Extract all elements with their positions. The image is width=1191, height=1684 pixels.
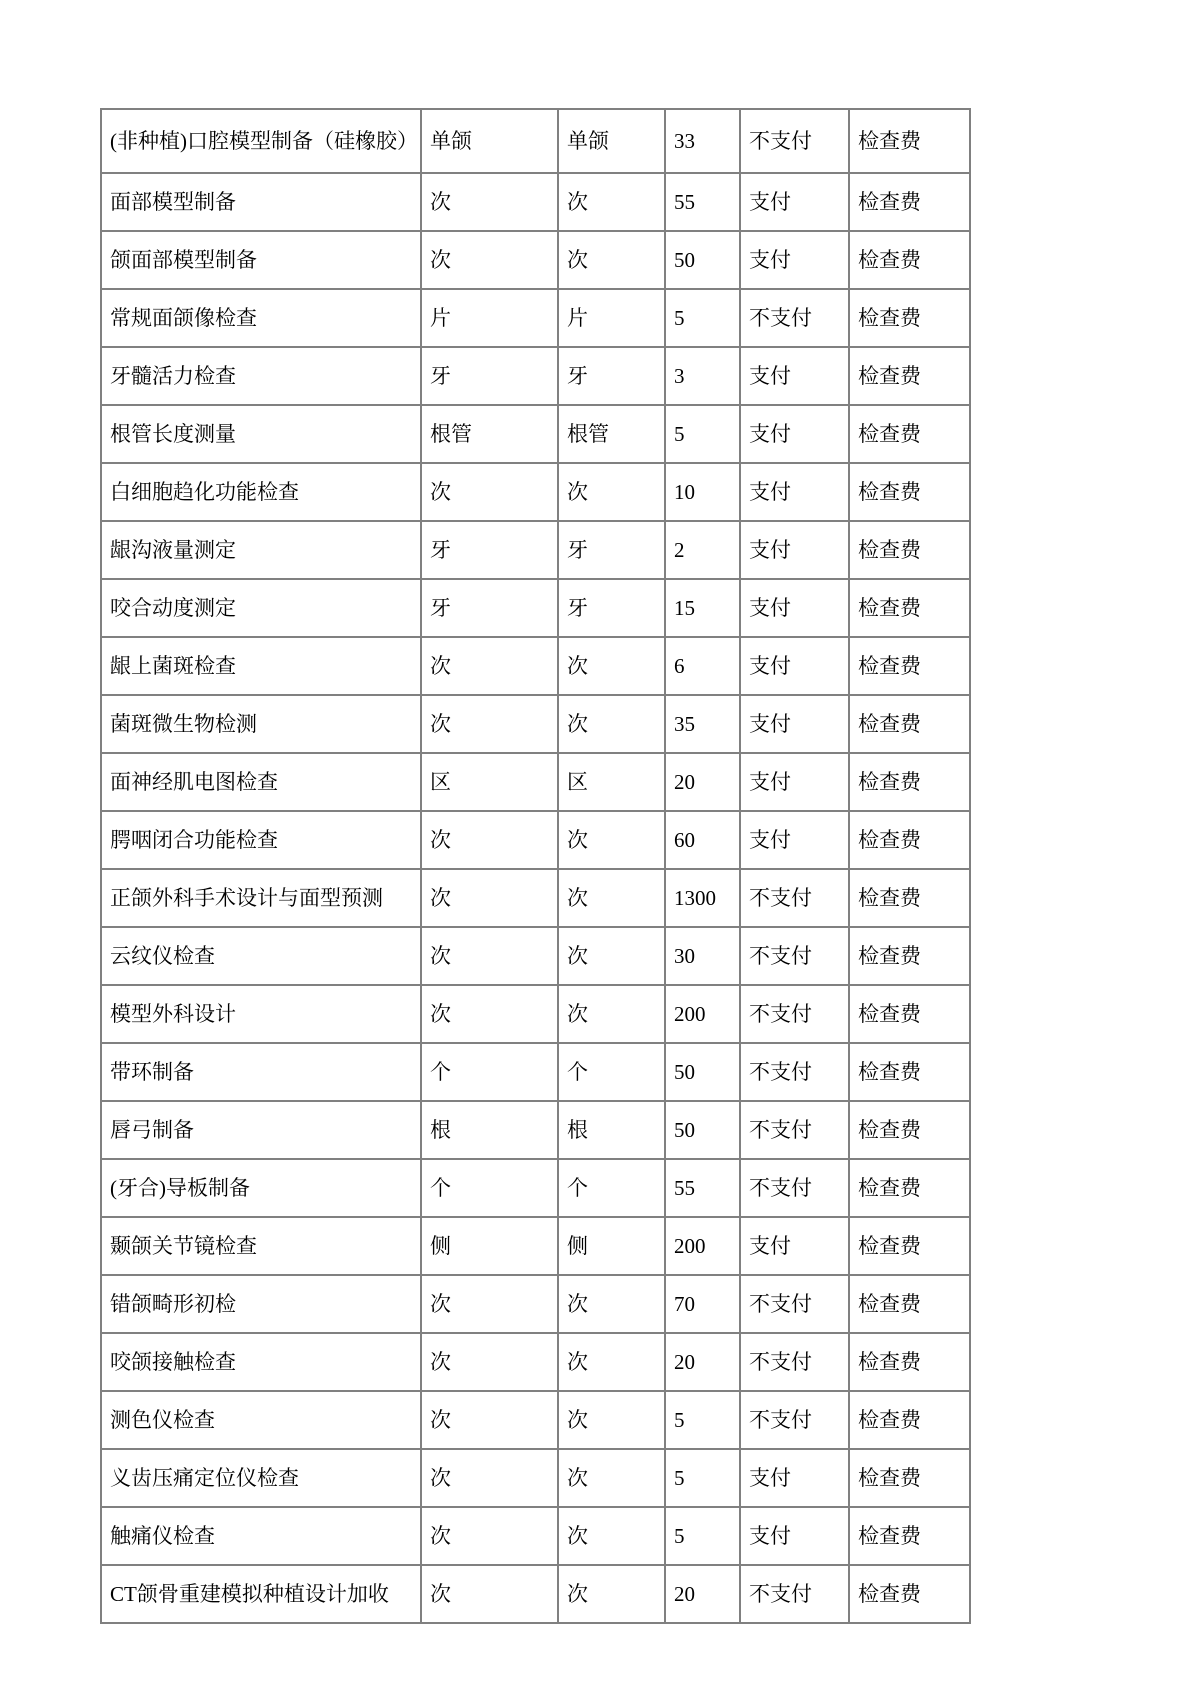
fee-category-cell: 检查费 [849, 1565, 970, 1623]
item-name-cell: 模型外科设计 [101, 985, 421, 1043]
item-name-cell: 咬合动度测定 [101, 579, 421, 637]
price-cell: 5 [665, 1391, 740, 1449]
item-name-cell: 白细胞趋化功能检查 [101, 463, 421, 521]
price-cell: 50 [665, 1101, 740, 1159]
price-cell: 5 [665, 405, 740, 463]
unit-cell: 牙 [421, 521, 558, 579]
item-name-cell: 颞颌关节镜检查 [101, 1217, 421, 1275]
price-cell: 35 [665, 695, 740, 753]
price-cell: 30 [665, 927, 740, 985]
pay-status-cell: 不支付 [740, 1159, 849, 1217]
unit2-cell: 次 [558, 1565, 665, 1623]
item-name-cell: 腭咽闭合功能检查 [101, 811, 421, 869]
fee-table [100, 108, 971, 1624]
unit-cell: 次 [421, 1275, 558, 1333]
unit-cell: 次 [421, 173, 558, 231]
pay-status-cell: 支付 [740, 637, 849, 695]
unit2-cell: 次 [558, 1507, 665, 1565]
unit-cell: 牙 [421, 347, 558, 405]
fee-category-cell: 检查费 [849, 985, 970, 1043]
pay-status-cell: 支付 [740, 347, 849, 405]
price-cell: 50 [665, 1043, 740, 1101]
table-row [101, 1159, 970, 1217]
fee-category-cell: 检查费 [849, 463, 970, 521]
unit-cell: 个 [421, 1159, 558, 1217]
fee-category-cell: 检查费 [849, 579, 970, 637]
item-name-cell: 带环制备 [101, 1043, 421, 1101]
table-row [101, 811, 970, 869]
item-name-cell: CT颌骨重建模拟种植设计加收 [101, 1565, 421, 1623]
table-row [101, 1275, 970, 1333]
fee-category-cell: 检查费 [849, 1159, 970, 1217]
item-name-cell: 错颌畸形初检 [101, 1275, 421, 1333]
table-row [101, 637, 970, 695]
unit-cell: 次 [421, 231, 558, 289]
pay-status-cell: 支付 [740, 579, 849, 637]
table-row [101, 1507, 970, 1565]
fee-category-cell: 检查费 [849, 521, 970, 579]
pay-status-cell: 不支付 [740, 1391, 849, 1449]
price-cell: 20 [665, 1333, 740, 1391]
table-row [101, 1565, 970, 1623]
unit2-cell: 区 [558, 753, 665, 811]
unit2-cell: 次 [558, 869, 665, 927]
item-name-cell: 触痛仪检查 [101, 1507, 421, 1565]
price-cell: 20 [665, 1565, 740, 1623]
table-row [101, 521, 970, 579]
table-row [101, 869, 970, 927]
item-name-cell: 龈沟液量测定 [101, 521, 421, 579]
fee-category-cell: 检查费 [849, 753, 970, 811]
price-cell: 15 [665, 579, 740, 637]
unit-cell: 区 [421, 753, 558, 811]
unit2-cell: 根 [558, 1101, 665, 1159]
pay-status-cell: 不支付 [740, 1043, 849, 1101]
unit2-cell: 次 [558, 695, 665, 753]
unit-cell: 次 [421, 1333, 558, 1391]
price-cell: 55 [665, 173, 740, 231]
price-cell: 33 [665, 109, 740, 173]
fee-category-cell: 检查费 [849, 1333, 970, 1391]
unit2-cell: 次 [558, 1275, 665, 1333]
price-cell: 55 [665, 1159, 740, 1217]
price-cell: 6 [665, 637, 740, 695]
fee-category-cell: 检查费 [849, 1449, 970, 1507]
item-name-cell: 正颌外科手术设计与面型预测 [101, 869, 421, 927]
price-cell: 60 [665, 811, 740, 869]
fee-category-cell: 检查费 [849, 869, 970, 927]
item-name-cell: 根管长度测量 [101, 405, 421, 463]
table-row [101, 1101, 970, 1159]
fee-category-cell: 检查费 [849, 289, 970, 347]
item-name-cell: 菌斑微生物检测 [101, 695, 421, 753]
unit2-cell: 次 [558, 985, 665, 1043]
fee-category-cell: 检查费 [849, 1391, 970, 1449]
unit2-cell: 次 [558, 1333, 665, 1391]
pay-status-cell: 支付 [740, 405, 849, 463]
table-row [101, 109, 970, 173]
price-cell: 5 [665, 289, 740, 347]
fee-category-cell: 检查费 [849, 637, 970, 695]
item-name-cell: 面神经肌电图检查 [101, 753, 421, 811]
pay-status-cell: 不支付 [740, 1101, 849, 1159]
fee-category-cell: 检查费 [849, 1275, 970, 1333]
pay-status-cell: 支付 [740, 1507, 849, 1565]
fee-category-cell: 检查费 [849, 927, 970, 985]
fee-category-cell: 检查费 [849, 1507, 970, 1565]
unit2-cell: 次 [558, 1391, 665, 1449]
fee-category-cell: 检查费 [849, 109, 970, 173]
pay-status-cell: 支付 [740, 1449, 849, 1507]
table-row [101, 463, 970, 521]
fee-category-cell: 检查费 [849, 347, 970, 405]
table-row [101, 927, 970, 985]
unit-cell: 次 [421, 1391, 558, 1449]
pay-status-cell: 不支付 [740, 1565, 849, 1623]
unit-cell: 次 [421, 637, 558, 695]
item-name-cell: 咬颌接触检查 [101, 1333, 421, 1391]
fee-category-cell: 检查费 [849, 173, 970, 231]
unit-cell: 牙 [421, 579, 558, 637]
price-cell: 200 [665, 985, 740, 1043]
item-name-cell: 唇弓制备 [101, 1101, 421, 1159]
fee-category-cell: 检查费 [849, 1043, 970, 1101]
unit-cell: 次 [421, 927, 558, 985]
item-name-cell: 颌面部模型制备 [101, 231, 421, 289]
price-cell: 1300 [665, 869, 740, 927]
pay-status-cell: 不支付 [740, 289, 849, 347]
unit2-cell: 牙 [558, 347, 665, 405]
pay-status-cell: 不支付 [740, 927, 849, 985]
unit2-cell: 片 [558, 289, 665, 347]
price-cell: 3 [665, 347, 740, 405]
item-name-cell: (非种植)口腔模型制备（硅橡胶） [101, 109, 421, 173]
item-name-cell: 义齿压痛定位仪检查 [101, 1449, 421, 1507]
price-cell: 10 [665, 463, 740, 521]
pay-status-cell: 支付 [740, 1217, 849, 1275]
unit-cell: 个 [421, 1043, 558, 1101]
item-name-cell: 面部模型制备 [101, 173, 421, 231]
fee-category-cell: 检查费 [849, 695, 970, 753]
unit-cell: 次 [421, 695, 558, 753]
price-cell: 70 [665, 1275, 740, 1333]
price-cell: 20 [665, 753, 740, 811]
unit2-cell: 次 [558, 173, 665, 231]
price-cell: 5 [665, 1449, 740, 1507]
unit2-cell: 侧 [558, 1217, 665, 1275]
fee-category-cell: 检查费 [849, 811, 970, 869]
unit2-cell: 次 [558, 231, 665, 289]
price-cell: 5 [665, 1507, 740, 1565]
fee-category-cell: 检查费 [849, 1217, 970, 1275]
unit2-cell: 次 [558, 463, 665, 521]
unit2-cell: 次 [558, 927, 665, 985]
table-row [101, 985, 970, 1043]
unit2-cell: 根管 [558, 405, 665, 463]
unit-cell: 次 [421, 811, 558, 869]
unit-cell: 片 [421, 289, 558, 347]
pay-status-cell: 不支付 [740, 985, 849, 1043]
price-cell: 2 [665, 521, 740, 579]
pay-status-cell: 支付 [740, 521, 849, 579]
fee-table-body [101, 109, 970, 1623]
table-row [101, 405, 970, 463]
unit2-cell: 次 [558, 1449, 665, 1507]
pay-status-cell: 支付 [740, 811, 849, 869]
table-row [101, 1217, 970, 1275]
unit-cell: 次 [421, 463, 558, 521]
unit-cell: 次 [421, 1449, 558, 1507]
pay-status-cell: 不支付 [740, 1275, 849, 1333]
item-name-cell: 牙髓活力检查 [101, 347, 421, 405]
unit-cell: 次 [421, 1565, 558, 1623]
pay-status-cell: 支付 [740, 173, 849, 231]
unit2-cell: 个 [558, 1043, 665, 1101]
pay-status-cell: 不支付 [740, 1333, 849, 1391]
table-row [101, 753, 970, 811]
fee-category-cell: 检查费 [849, 405, 970, 463]
unit-cell: 次 [421, 985, 558, 1043]
unit-cell: 单颌 [421, 109, 558, 173]
fee-category-cell: 检查费 [849, 1101, 970, 1159]
pay-status-cell: 支付 [740, 695, 849, 753]
item-name-cell: (牙合)导板制备 [101, 1159, 421, 1217]
unit-cell: 根管 [421, 405, 558, 463]
table-row [101, 1043, 970, 1101]
price-cell: 200 [665, 1217, 740, 1275]
unit-cell: 根 [421, 1101, 558, 1159]
table-row [101, 1449, 970, 1507]
table-row [101, 231, 970, 289]
pay-status-cell: 不支付 [740, 869, 849, 927]
item-name-cell: 测色仪检查 [101, 1391, 421, 1449]
table-row [101, 1333, 970, 1391]
item-name-cell: 云纹仪检查 [101, 927, 421, 985]
unit2-cell: 单颌 [558, 109, 665, 173]
table-row [101, 579, 970, 637]
table-row [101, 1391, 970, 1449]
unit2-cell: 个 [558, 1159, 665, 1217]
table-row [101, 173, 970, 231]
fee-category-cell: 检查费 [849, 231, 970, 289]
pay-status-cell: 支付 [740, 231, 849, 289]
item-name-cell: 龈上菌斑检查 [101, 637, 421, 695]
unit-cell: 次 [421, 1507, 558, 1565]
unit2-cell: 次 [558, 637, 665, 695]
unit-cell: 侧 [421, 1217, 558, 1275]
table-row [101, 695, 970, 753]
unit2-cell: 次 [558, 811, 665, 869]
unit2-cell: 牙 [558, 521, 665, 579]
price-cell: 50 [665, 231, 740, 289]
pay-status-cell: 不支付 [740, 109, 849, 173]
table-row [101, 289, 970, 347]
unit2-cell: 牙 [558, 579, 665, 637]
pay-status-cell: 支付 [740, 753, 849, 811]
table-row [101, 347, 970, 405]
item-name-cell: 常规面颌像检查 [101, 289, 421, 347]
pay-status-cell: 支付 [740, 463, 849, 521]
unit-cell: 次 [421, 869, 558, 927]
